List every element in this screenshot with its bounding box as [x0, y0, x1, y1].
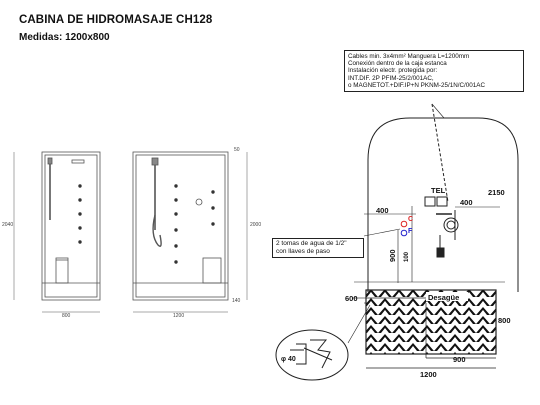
dim-1200: 1200 [420, 370, 437, 379]
side-jets [174, 184, 214, 263]
front-jets [78, 184, 81, 243]
front-seat [56, 258, 68, 283]
tel-box-1 [425, 197, 435, 206]
callout-line: 2 tomas de agua de 1/2" [276, 240, 347, 247]
electrical-spec-box [344, 50, 524, 92]
front-height-label: 2040 [2, 222, 14, 228]
water-taps [364, 221, 407, 236]
tel-label: TEL [431, 186, 446, 195]
dim-800: 800 [498, 316, 511, 325]
water-taps-callout [272, 238, 364, 258]
hose-coil [444, 218, 458, 232]
spec-line: o MAGNETOT.+DIF.IP+N PKNM-25/1N/C/001AC [348, 81, 486, 89]
hot-water-label: C [408, 216, 414, 223]
front-width-label: 800 [62, 313, 71, 319]
side-outline [133, 152, 228, 300]
dim-900-vertical: 900 [388, 249, 397, 262]
dim-400-left: 400 [376, 206, 389, 215]
callout-line: con llaves de paso [276, 248, 330, 255]
side-control-knob [196, 199, 202, 205]
dim-100: 100 [404, 251, 410, 262]
side-width-label: 1200 [173, 313, 185, 319]
page-title: CABINA DE HIDROMASAJE CH128 [19, 14, 213, 26]
page-subtitle: Medidas: 1200x800 [19, 32, 110, 43]
installation-plan [354, 104, 518, 303]
drain-detail [276, 305, 370, 380]
drain-label: Desagüe [428, 293, 460, 302]
front-elevation [14, 152, 100, 312]
spec-line: Conexión dentro de la caja estanca [348, 60, 447, 68]
base-mark-label: 140 [232, 298, 241, 304]
side-height-label: 2000 [250, 222, 262, 228]
dim-900-bottom: 900 [453, 355, 466, 364]
front-shelf [72, 160, 84, 163]
dim-400-right: 400 [460, 198, 473, 207]
phi-label: φ 40 [281, 356, 296, 363]
spec-line: Cables min. 3x4mm² Manguera L=1200mm [348, 53, 470, 60]
spec-line: Instalación electr. protegida por: [348, 67, 438, 75]
side-elevation [133, 152, 247, 312]
side-seat [203, 258, 221, 283]
top-mark-label: 50 [234, 147, 240, 153]
cold-water-label: F [408, 228, 413, 235]
tel-box-2 [437, 197, 447, 206]
dim-600: 600 [345, 294, 358, 303]
spec-line: INT.DIF. 2P PFIM-25/2/001AC, [348, 74, 434, 82]
shower-tray [352, 290, 496, 368]
dim-2150: 2150 [488, 188, 505, 197]
cabin-outline [368, 118, 518, 292]
connector-box [437, 248, 444, 257]
drain-ellipse [276, 330, 348, 380]
